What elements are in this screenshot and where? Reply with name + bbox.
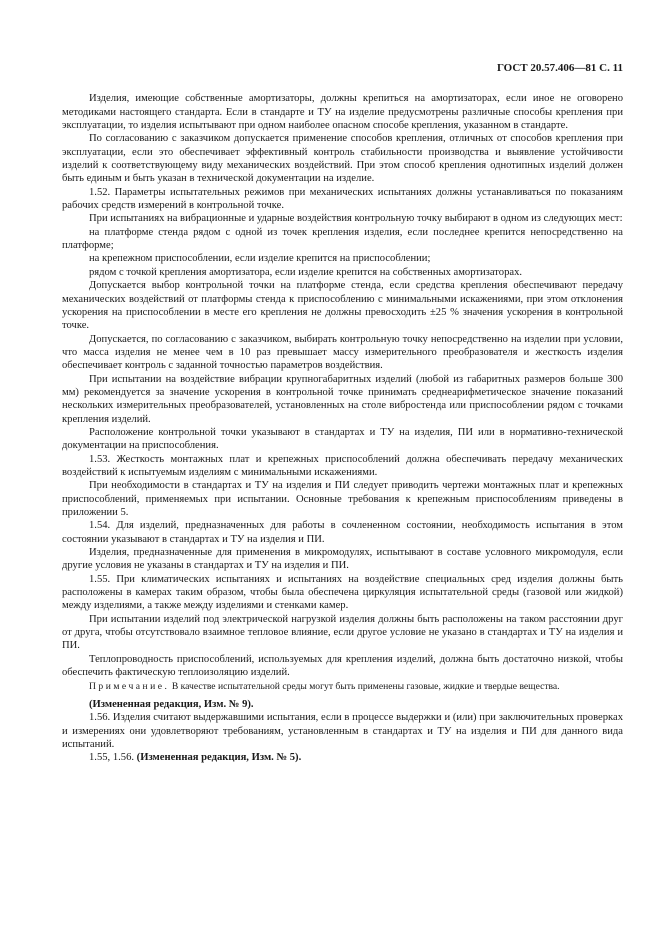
revision-prefix: 1.55, 1.56. xyxy=(89,752,137,764)
paragraph: Изделия, имеющие собственные амортизаторы, должны крепиться на амортизаторах, если иное не оговорено методиками настоящего стандарта. Если в стандарте и ТУ на изделие предусмотрены различные способы крепления при эксплуатации, то изделия испытывают при одном наиболее опасном способе крепления, указанном в стандарте. xyxy=(62,93,623,132)
paragraph-1-52: 1.52. Параметры испытательных режимов при механических испытаниях должны устанавливаться по показаниям рабочих средств измерений в контрольной точке. xyxy=(62,186,623,212)
note-label: Примечание. xyxy=(89,681,170,693)
revision-note-text: (Измененная редакция, Изм. № 5). xyxy=(136,752,302,764)
paragraph: Допускается выбор контрольной точки на платформе стенда, если средства крепления обеспечивают передачу механических воздействий от платформы стенда к приспособлению с минимальными искажениями, при этом отклонения ускорения на приспособлении в месте его крепления не должны превосходить ±25 % значения ускорения в контрольной точке. xyxy=(62,280,623,332)
revision-note xyxy=(62,698,623,711)
paragraph-1-56: 1.56. Изделия считают выдержавшими испытания, если в процессе выдержки и (или) при заключительных проверках и измерениях они удовлетворяют требованиям, установленным в стандартах и ТУ на изделия и ПИ для данного вида испытаний. xyxy=(62,712,623,750)
note-text: В качестве испытательной среды могут быть применены газовые, жидкие и твердые вещества. xyxy=(169,681,560,693)
list-item: рядом с точкой крепления амортизатора, если изделие крепится на собственных амортизаторах. xyxy=(89,266,523,278)
paragraph-1-53: 1.53. Жесткость монтажных плат и крепежных приспособлений должна обеспечивать передачу механических воздействий к испытуемым изделиям с минимальными искажениями. xyxy=(62,453,623,478)
paragraph-1-55: 1.55. При климатических испытаниях и испытаниях на воздействие специальных сред изделия должны быть расположены в камерах таким образом, чтобы была обеспечена циркуляция испытательной среды (газовой или жидкой) между изделиями, а также между изделиями и стенками камер. xyxy=(62,573,623,612)
page-header: ГОСТ 20.57.406—81 С. 11 xyxy=(496,62,623,74)
paragraph: При испытаниях на вибрационные и ударные воздействия контрольную точку выбирают в одном из следующих мест: xyxy=(89,213,623,225)
paragraph: При необходимости в стандартах и ТУ на изделия и ПИ следует приводить чертежи монтажных плат и крепежных приспособлений, применяемых при испытании. Основные требования к крепежным приспособлениям приведены в приложении 5. xyxy=(62,480,623,518)
paragraph: Расположение контрольной точки указывают в стандартах и ТУ на изделия, ПИ или в нормативно-технической документации на приспособления. xyxy=(62,426,623,452)
paragraph: Теплопроводность приспособлений, используемых для крепления изделий, должна быть достаточно низкой, чтобы обеспечить фактическую теплоизоляцию изделий. xyxy=(62,653,623,679)
note xyxy=(62,681,623,694)
list-item: на крепежном приспособлении, если изделие крепится на приспособлении; xyxy=(89,253,431,265)
revision-note xyxy=(62,751,623,764)
paragraph: При испытании на воздействие вибрации крупногабаритных изделий (любой из габаритных размеров больше 300 мм) рекомендуется за значение ускорения в контрольной точке принимать среднеарифметическое значение показаний нескольких измерительных преобразователей, установленных на столе вибростенда или приспособлении рядом с точками крепления изделий. xyxy=(62,373,623,425)
list-item: на платформе стенда рядом с одной из точек крепления изделия, если последнее крепится непосредственно на платформе; xyxy=(62,226,623,252)
paragraph: Изделия, предназначенные для применения в микромодулях, испытывают в составе условного микромодуля, если другие условия не указаны в стандартах и ТУ на изделия и ПИ. xyxy=(62,547,623,572)
paragraph: Допускается, по согласованию с заказчиком, выбирать контрольную точку непосредственно на изделии при условии, что масса изделия не менее чем в 10 раз превышает массу измерительного преобразователя и жесткость изделия обеспечивает контроль с заданной точностью параметров воздействия. xyxy=(62,333,623,372)
paragraph: По согласованию с заказчиком допускается применение способов крепления, отличных от способов крепления при эксплуатации, если это обеспечивает эффективный контроль стабильности производства и выявление устойчивости изделий к соответствующему виду механических воздействий. При этом способ крепления однотипных изделий должен быть единым и быть указан в технической документации на изделие. xyxy=(62,133,623,185)
paragraph-1-54: 1.54. Для изделий, предназначенных для работы в сочлененном состоянии, необходимость испытания в этом состоянии указывают в стандартах и ТУ на изделия и ПИ. xyxy=(62,520,623,545)
revision-note-text: (Измененная редакция, Изм. № 9). xyxy=(89,698,254,710)
paragraph: При испытании изделий под электрической нагрузкой изделия должны быть расположены на таком расстоянии друг от друга, чтобы отсутствовало взаимное тепловое влияние, если другое условие не указано в стандартах и ТУ на изделия и ПИ. xyxy=(62,613,623,652)
